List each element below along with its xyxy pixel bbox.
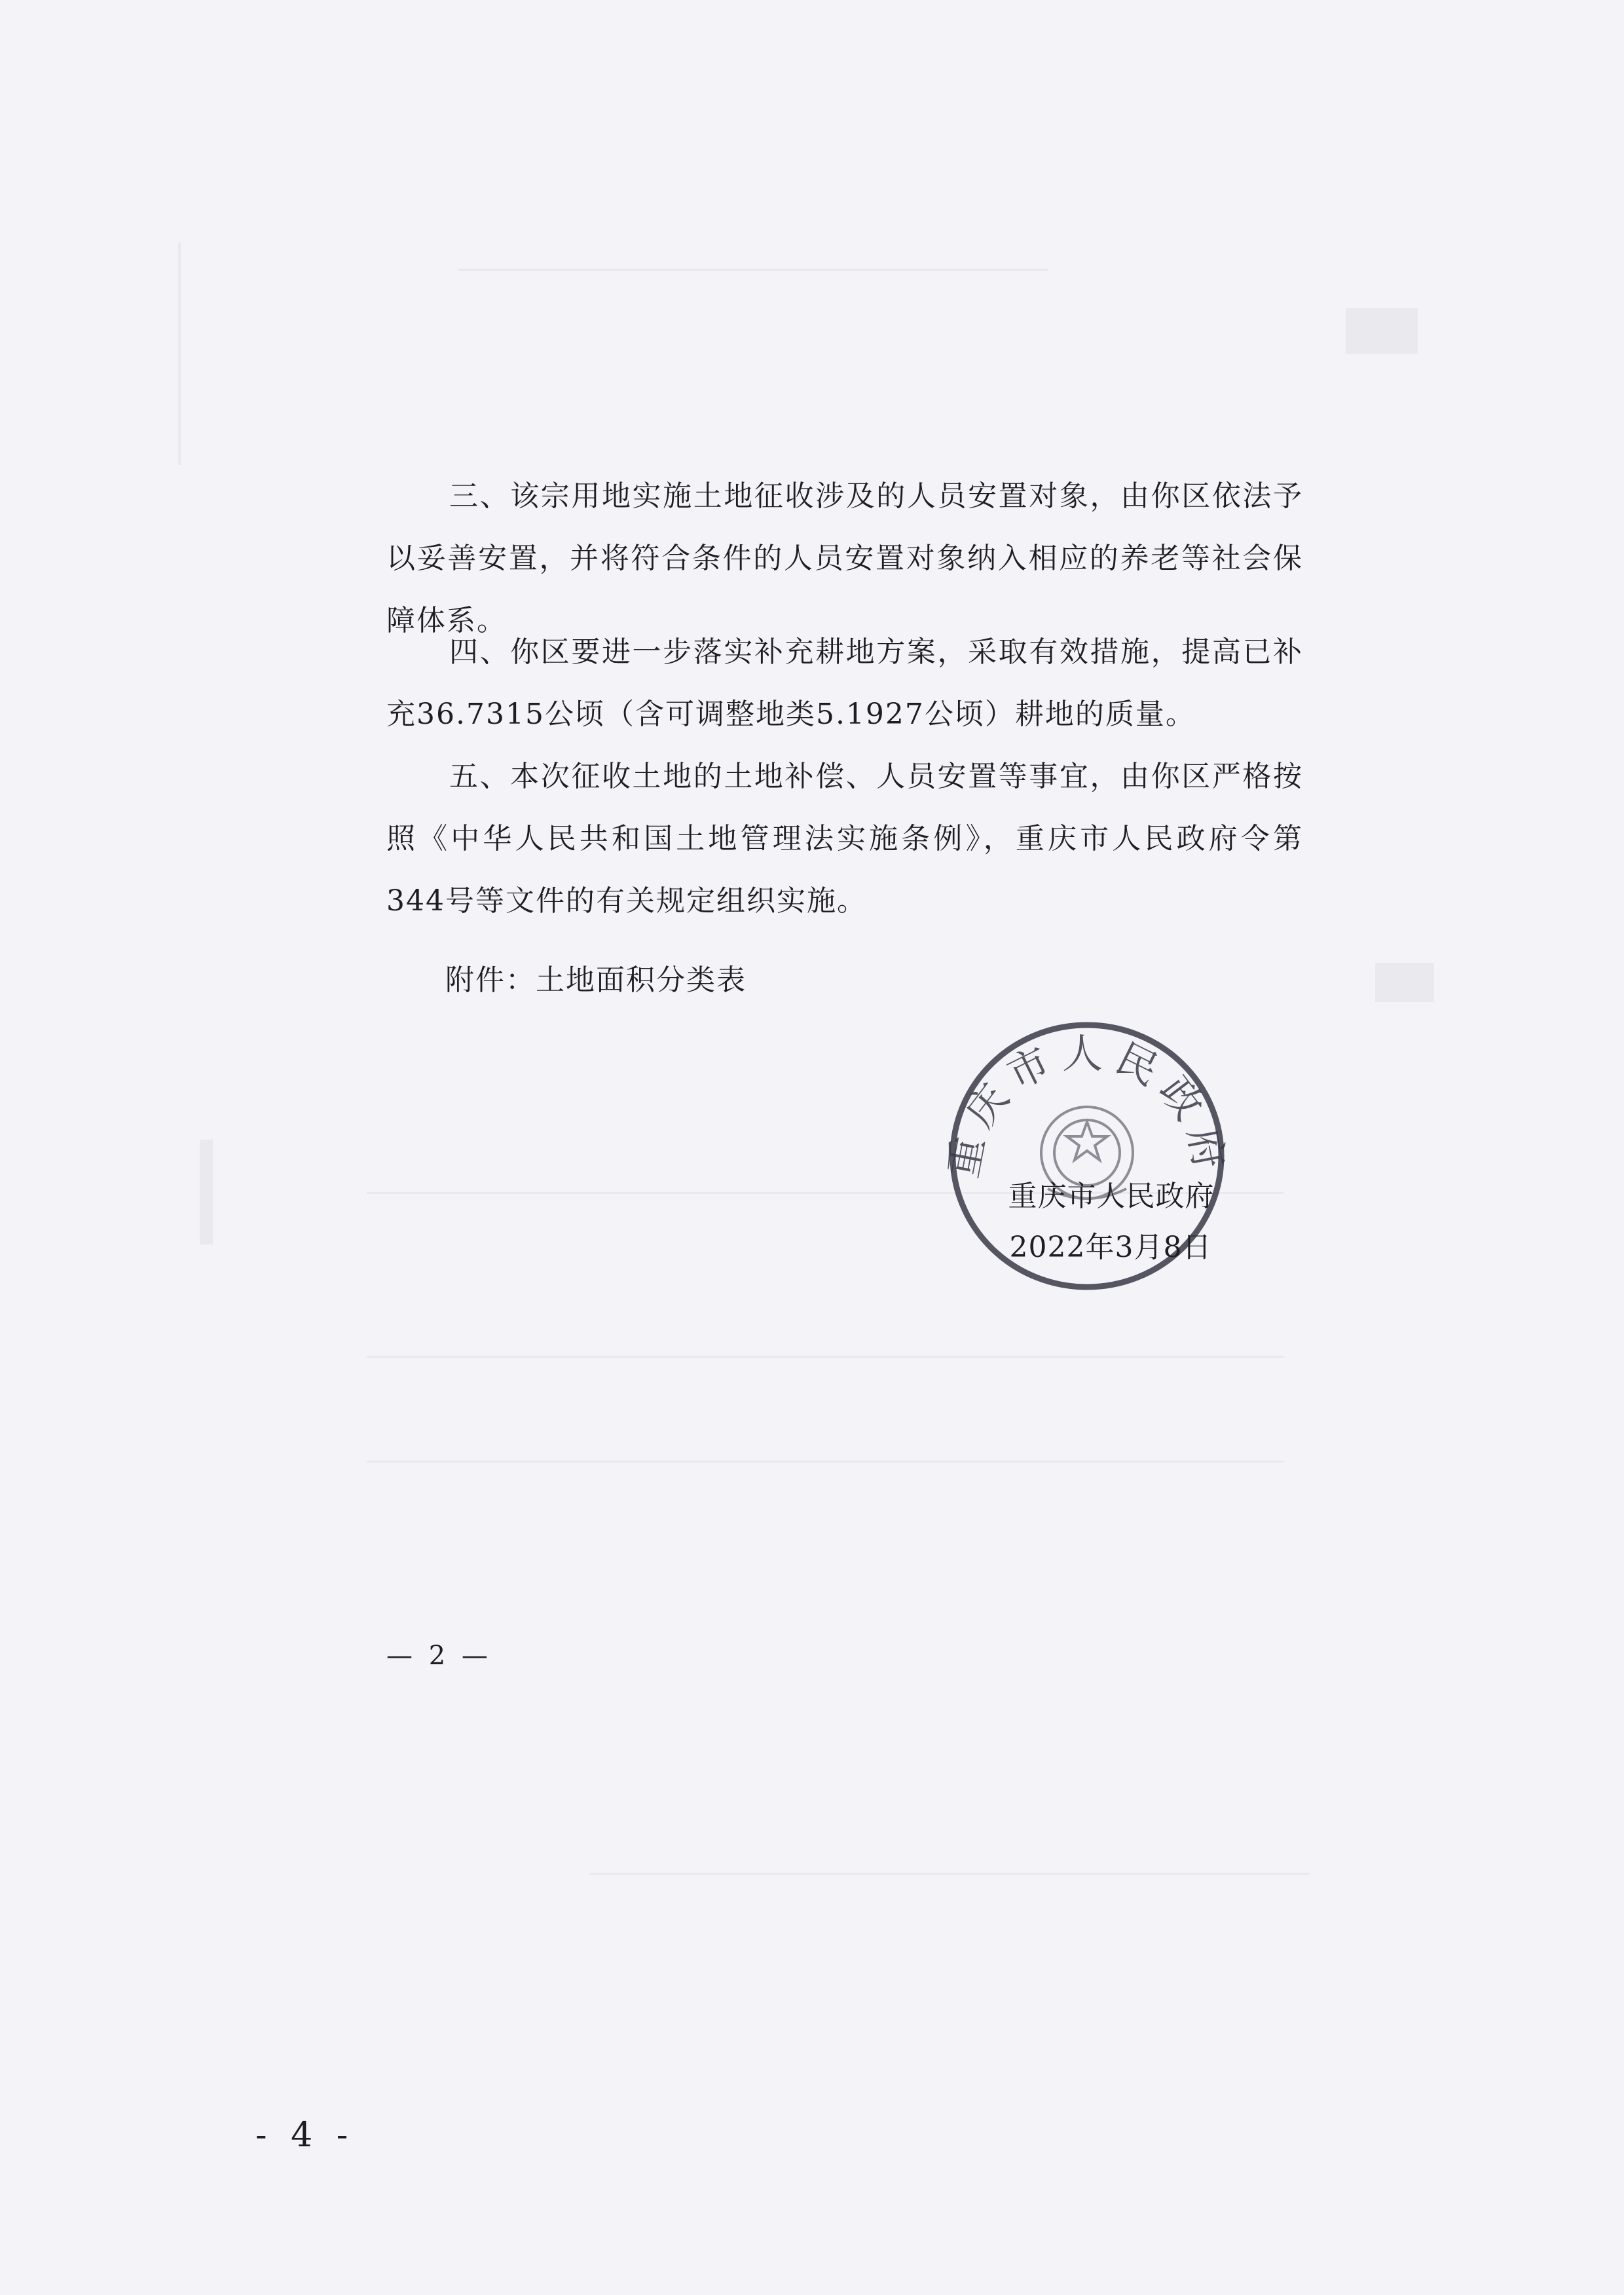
seal-text: 重庆市人民政府 bbox=[938, 1029, 1236, 1182]
outer-page-number: - 4 - bbox=[255, 2116, 355, 2155]
scan-artifact bbox=[1346, 308, 1418, 354]
paragraph-compensation: 五、本次征收土地的土地补偿、人员安置等事宜，由你区严格按照《中华人民共和国土地管理法实施条例》，重庆市人民政府令第344号等文件的有关规定组织实施。 bbox=[386, 760, 1303, 918]
issue-date: 2022年3月8日 bbox=[1009, 1231, 1212, 1264]
issuer-name: 重庆市人民政府 bbox=[1008, 1180, 1215, 1213]
scan-artifact bbox=[589, 1873, 1310, 1875]
scan-artifact bbox=[200, 1140, 213, 1244]
scan-artifact bbox=[367, 1461, 1283, 1463]
scan-artifact bbox=[458, 269, 1048, 271]
scan-artifact bbox=[367, 1356, 1283, 1358]
paragraph-resettlement: 三、该宗用地实施土地征收涉及的人员安置对象，由你区依法予以妥善安置，并将符合条件的人员安置对象纳入相应的养老等社会保障体系。 bbox=[386, 479, 1303, 637]
inner-page-number: — 2 — bbox=[386, 1641, 492, 1671]
paragraph-farmland: 四、你区要进一步落实补充耕地方案，采取有效措施，提高已补充36.7315公顷（含可调整地类5.1927公顷）耕地的质量。 bbox=[386, 635, 1303, 731]
attachment-line: 附件：土地面积分类表 bbox=[445, 963, 747, 997]
scan-artifact bbox=[178, 242, 181, 465]
scan-artifact bbox=[1375, 963, 1434, 1002]
